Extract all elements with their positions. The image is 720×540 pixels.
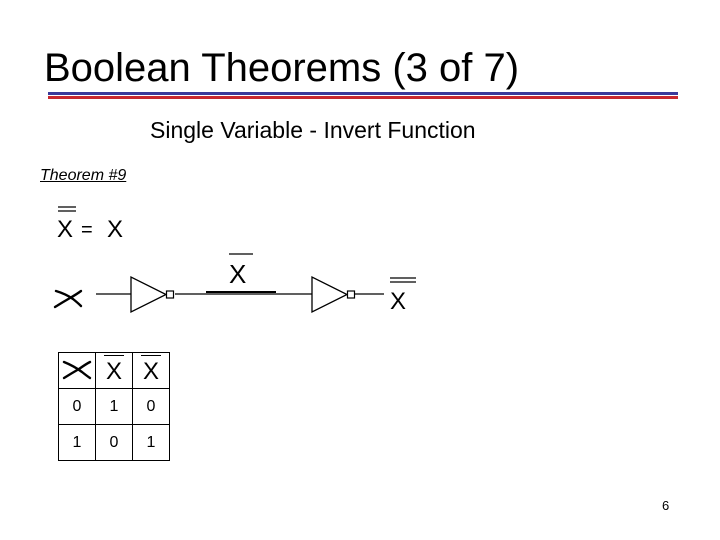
header-x-double-bar: X	[133, 353, 170, 389]
inversion-bubble	[348, 291, 355, 298]
slide-subtitle: Single Variable - Invert Function	[150, 117, 476, 143]
slide-title: Boolean Theorems (3 of 7)	[44, 46, 520, 90]
input-x-glyph	[55, 291, 81, 307]
x-glyph-icon	[60, 354, 94, 382]
header-x	[59, 353, 96, 389]
theorem-equation	[57, 207, 123, 243]
equation-lhs: X	[57, 216, 74, 243]
table-row	[59, 389, 170, 425]
inverter-gate-1	[131, 277, 174, 312]
table-row	[59, 425, 170, 461]
table-cell: 1	[133, 425, 170, 461]
truth-table	[58, 352, 170, 461]
table-cell: 0	[96, 425, 133, 461]
equation-rhs: X	[107, 216, 124, 243]
inversion-bubble	[167, 291, 174, 298]
table-cell: 0	[133, 389, 170, 425]
inverter-gate-2	[312, 277, 355, 312]
table-cell: 0	[59, 389, 96, 425]
table-cell: 1	[96, 389, 133, 425]
output-label-text: X	[390, 288, 407, 315]
equation-equals: =	[81, 219, 93, 241]
truth-table-header	[59, 353, 170, 389]
mid-label	[229, 254, 253, 289]
page-number: 6	[662, 498, 670, 513]
output-label	[390, 278, 416, 315]
theorem-label: Theorem #9	[40, 167, 127, 184]
input-label: X	[56, 305, 57, 306]
mid-label-text: X	[229, 259, 247, 289]
header-x-bar: X	[96, 353, 133, 389]
table-cell: 1	[59, 425, 96, 461]
